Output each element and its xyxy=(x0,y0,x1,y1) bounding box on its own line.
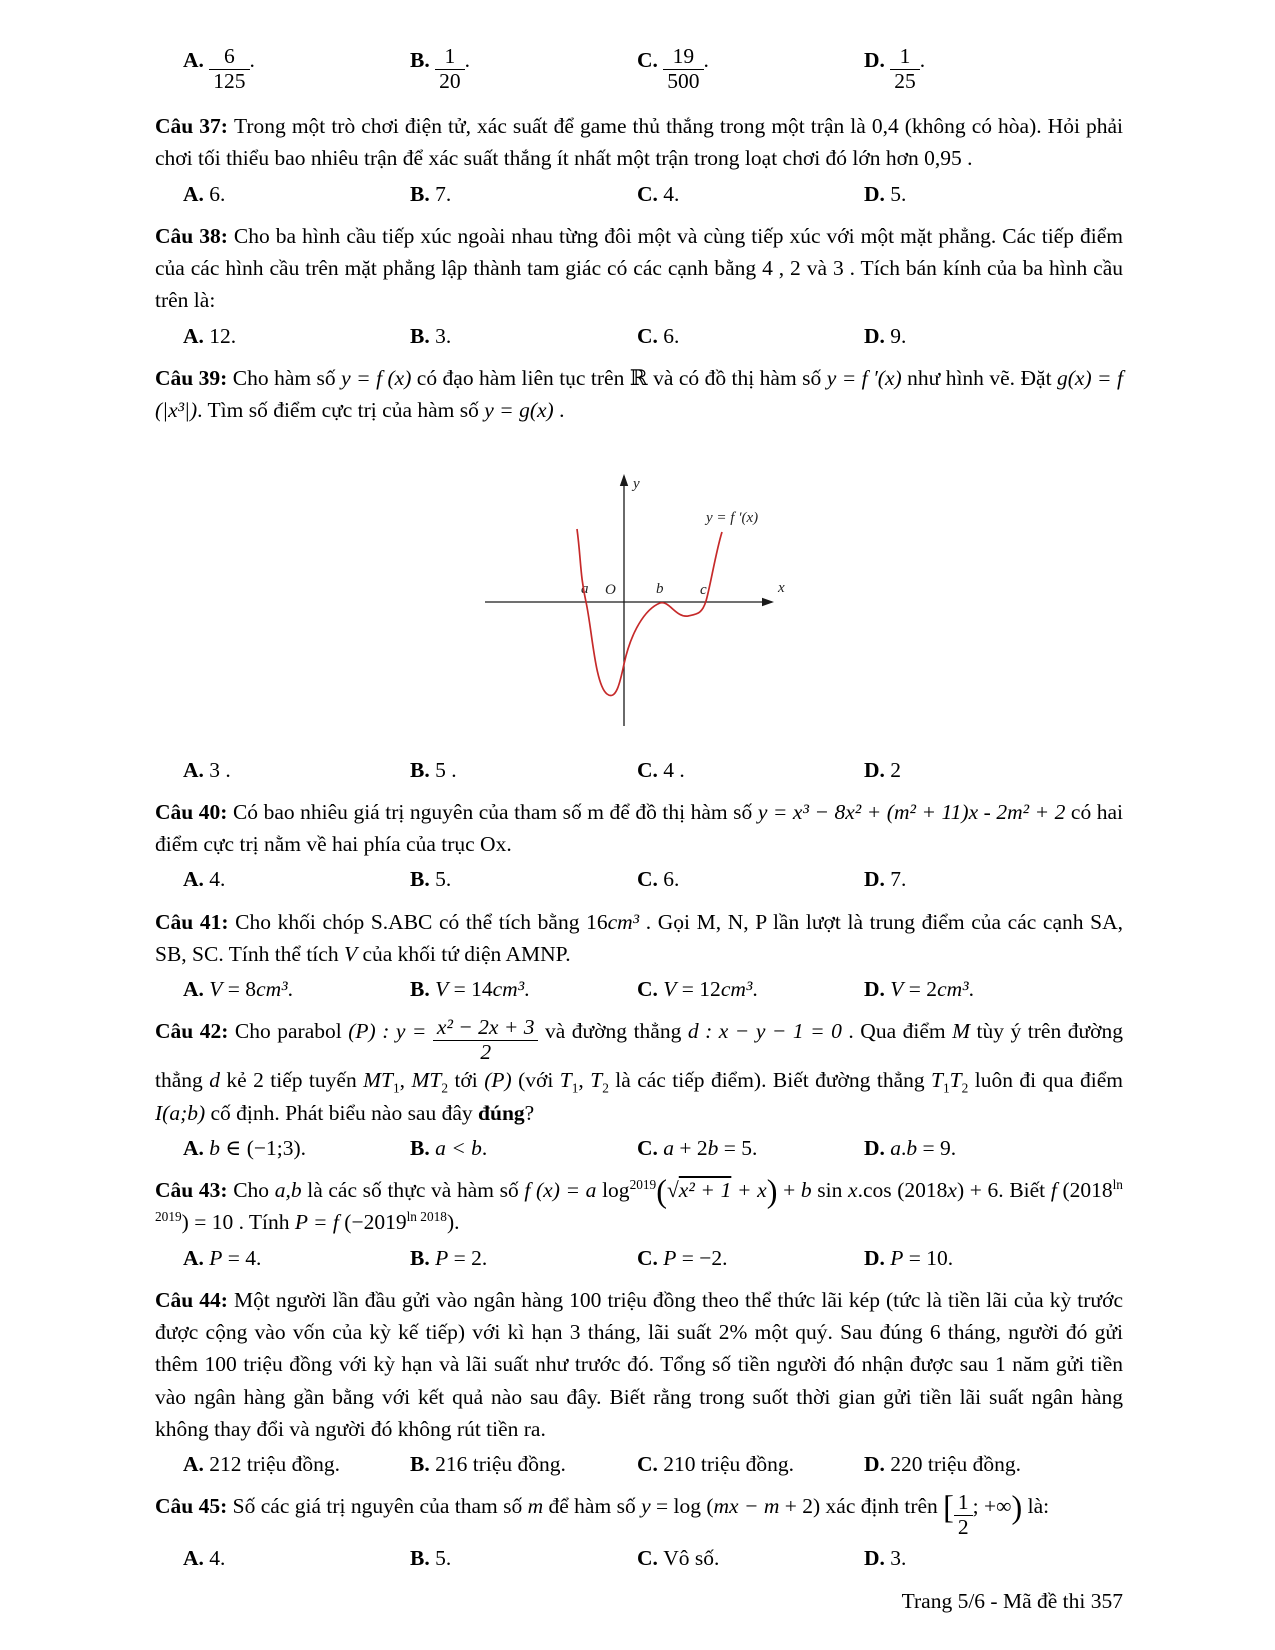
question-37-text: Câu 37: Trong một trò chơi điện tử, xác suất để game thủ thắng trong một trận là 0,4 (không có hòa). Hỏi phải chơi tối thiểu bao nhiêu trận để xác suất thắng ít nhất một trận trong loạt chơi đó lớn hơn 0,95 . xyxy=(155,114,1123,171)
q40-options-row xyxy=(155,863,1123,895)
q36-options-row xyxy=(155,38,1123,100)
question-42-text: Câu 42: Cho parabol (P) : y = $\frac{\text{x² − 2x + 3}}{2}$ và đường thẳng d : x − y − 1 = 0 . Qua điểm M tùy ý trên đường thẳng d kẻ 2 tiếp tuyến $MT_1$, $MT_2$ tới (P) (với $T_1$, $T_2$ là các tiếp điểm). Biết đường thẳng $T_1T_2$ luôn đi qua điểm I(a;b) cố định. Phát biểu nào sau đây đúng? xyxy=(155,1015,1123,1125)
question-39-text: Câu 39: Cho hàm số y = f (x) có đạo hàm liên tục trên ℝ và có đồ thị hàm số y = f ′(x) như hình vẽ. Đặt g(x) = f (|x³|). Tìm số điểm cực trị của hàm số y = g(x) . xyxy=(155,365,1123,422)
question-43-text: Câu 43: Cho a,b là các số thực và hàm số f (x) = a $\log^{2019}(√x^2 + 1 + x) + b$ sin x.cos (2018x) + 6. Biết f $(2018^{ln 2019}) = 10$ . Tính P = f $(-2019^{ln 2018})$. xyxy=(155,1172,1123,1235)
q40-option-d: D. 7. xyxy=(864,867,907,892)
x-axis-arrow xyxy=(762,598,774,606)
question-41-text: Câu 41: Cho khối chóp S.ABC có thể tích bằng 16cm³ . Gọi M, N, P lần lượt là trung điểm của các cạnh SA, SB, SC. Tính thể tích V của khối tứ diện AMNP. xyxy=(155,909,1123,966)
q37-option-b: B. 7. xyxy=(410,181,452,206)
q42-option-b: B. a < b. xyxy=(410,1135,488,1160)
q41-options-row xyxy=(155,973,1123,1005)
q40-option-a: A. 4. xyxy=(183,867,226,892)
q36-option-d: D. $\frac{1}{25}$ . xyxy=(864,44,926,93)
q43-option-b: B. P = 2. xyxy=(410,1245,488,1270)
q39-option-d: D. 2 xyxy=(864,757,902,782)
q36-option-b: B. $\frac{1}{20}$ . xyxy=(410,44,470,93)
q44-option-c: C. 210 triệu đồng. xyxy=(637,1452,795,1477)
q36-option-c: C. $\frac{19}{500}$ . xyxy=(637,44,709,93)
q37-options-row xyxy=(155,178,1123,210)
q43-option-a: A. P = 4. xyxy=(183,1245,262,1270)
q39-options-row xyxy=(155,754,1123,786)
point-c-label: c xyxy=(700,582,707,599)
curve-label: y = f ′(x) xyxy=(706,510,759,527)
question-38-text: Câu 38: Cho ba hình cầu tiếp xúc ngoài nhau từng đôi một và cùng tiếp xúc với một mặt phẳng. Các tiếp điểm của các hình cầu trên mặt phẳng lập thành tam giác có các cạnh bằng 4 , 2 và 3 . Tích bán kính của ba hình cầu trên là: xyxy=(155,223,1123,313)
page-footer: Trang 5/6 - Mã đề thi 357 xyxy=(901,1588,1123,1613)
q37-option-c: C. 4. xyxy=(637,181,680,206)
point-b-label: b xyxy=(656,581,664,598)
q38-option-b: B. 3. xyxy=(410,323,452,348)
q44-option-b: B. 216 triệu đồng. xyxy=(410,1452,566,1477)
q37-option-a: A. 6. xyxy=(183,181,226,206)
y-axis-arrow xyxy=(620,474,628,486)
y-axis-label: y xyxy=(633,476,640,493)
q39-option-c: C. 4 . xyxy=(637,757,685,782)
q38-option-d: D. 9. xyxy=(864,323,907,348)
q36-option-a: A. $\frac{6}{125}$ . xyxy=(183,44,255,93)
question-45-text: Câu 45: Số các giá trị nguyên của tham số m để hàm số y = log (mx − m + 2) xác định trên [ $\frac{1}{2}$ ; +∞) là: xyxy=(155,1489,1050,1539)
q41-option-d: D. V = 2cm³. xyxy=(864,977,974,1001)
question-44-text: Câu 44: Một người lần đầu gửi vào ngân hàng 100 triệu đồng theo thể thức lãi kép (tức là tiền lãi của kỳ trước được cộng vào vốn của kỳ kế tiếp) với kì hạn 3 tháng, lãi suất 2% một quý. Sau đúng 6 tháng, người đó gửi thêm 100 triệu đồng với kỳ hạn và lãi suất như trước đó. Tổng số tiền người đó nhận được sau 1 năm gửi tiền vào ngân hàng gần bằng với kết quả nào sau đây. Biết rằng trong suốt thời gian gửi tiền lãi suất ngân hàng không thay đổi và người đó không rút tiền ra. xyxy=(155,1287,1123,1441)
origin-label: O xyxy=(605,582,616,599)
q44-option-a: A. 212 triệu đồng. xyxy=(183,1452,341,1477)
f-prime-curve xyxy=(577,529,722,696)
q45-options-row xyxy=(155,1542,1123,1574)
q45-option-b: B. 5. xyxy=(410,1546,452,1571)
q42-option-d: D. a.b = 9. xyxy=(864,1135,957,1160)
q38-option-a: A. 12. xyxy=(183,323,237,348)
q39-graph-figure xyxy=(155,452,1123,741)
q40-option-c: C. 6. xyxy=(637,867,680,892)
q39-option-b: B. 5 . xyxy=(410,757,457,782)
derivative-graph xyxy=(469,452,809,732)
q40-option-b: B. 5. xyxy=(410,867,452,892)
q37-option-d: D. 5. xyxy=(864,181,907,206)
q39-option-a: A. 3 . xyxy=(183,757,231,782)
q42-option-a: A. b ∈ (−1;3). xyxy=(183,1135,306,1160)
q41-option-b: B. V = 14cm³. xyxy=(410,977,530,1001)
q45-option-c: C. Vô số. xyxy=(637,1546,720,1571)
x-axis-label: x xyxy=(778,580,785,597)
q43-options-row xyxy=(155,1242,1123,1274)
q38-option-c: C. 6. xyxy=(637,323,680,348)
q44-options-row xyxy=(155,1448,1123,1480)
q44-option-d: D. 220 triệu đồng. xyxy=(864,1452,1022,1477)
q42-options-row xyxy=(155,1132,1123,1164)
q41-option-a: A. V = 8cm³. xyxy=(183,977,293,1001)
q43-option-c: C. P = −2. xyxy=(637,1245,728,1270)
q41-option-c: C. V = 12cm³. xyxy=(637,977,758,1001)
q42-option-c: C. a + 2b = 5. xyxy=(637,1135,758,1160)
q38-options-row xyxy=(155,320,1123,352)
question-40-text: Câu 40: Có bao nhiêu giá trị nguyên của tham số m để đồ thị hàm số y = x³ − 8x² + (m² + 11)x - 2m² + 2 có hai điểm cực trị nằm về hai phía của trục Ox. xyxy=(155,799,1124,856)
point-a-label: a xyxy=(581,581,589,598)
q45-option-a: A. 4. xyxy=(183,1546,226,1571)
q45-option-d: D. 3. xyxy=(864,1546,907,1571)
q43-option-d: D. P = 10. xyxy=(864,1245,954,1270)
